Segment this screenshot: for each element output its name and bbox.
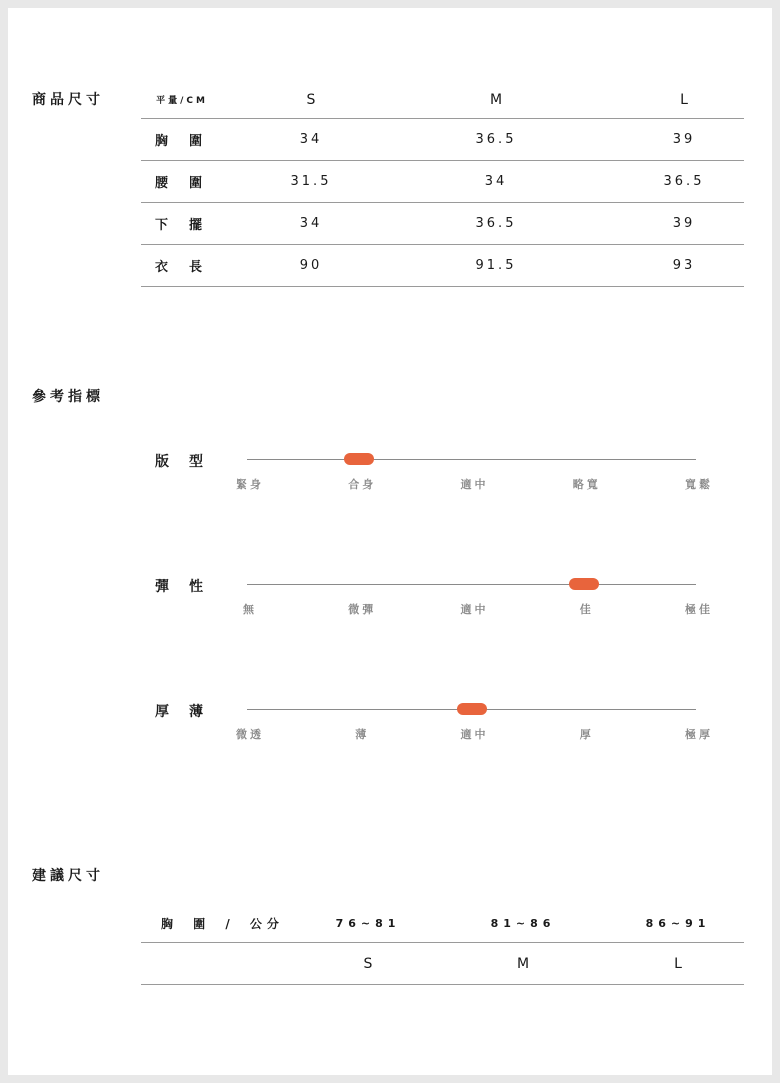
indicator-marker [569, 578, 599, 590]
tick-label: 極佳 [685, 603, 713, 616]
table-row [141, 161, 744, 203]
range-m: 81~86 [490, 916, 556, 930]
size-m: M [516, 955, 530, 972]
unit-label: 平量/CM [156, 96, 208, 106]
value-l: 93 [672, 258, 696, 273]
tick-label: 適中 [460, 478, 489, 491]
indicator-track [247, 709, 696, 710]
recommend-section-title: 建議尺寸 [32, 868, 104, 884]
size-table [141, 81, 744, 287]
indicator-thickness [8, 704, 772, 769]
indicator-ticks [243, 601, 713, 617]
row-label: 衣 長 [154, 260, 202, 275]
indicator-marker [344, 453, 374, 465]
table-row [141, 203, 744, 245]
range-s: 76~81 [335, 916, 401, 930]
tick-label: 微彈 [348, 603, 377, 616]
recommend-table [141, 904, 744, 985]
recommend-label: 胸 圍 / 公分 [161, 916, 284, 931]
value-m: 36.5 [475, 216, 517, 231]
tick-label: 略寬 [572, 478, 601, 491]
indicator-marker [457, 703, 487, 715]
tick-label: 無 [243, 603, 257, 616]
size-s: S [363, 955, 373, 972]
row-label: 胸 圍 [154, 134, 202, 149]
value-s: 90 [299, 258, 323, 273]
table-row [141, 119, 744, 161]
indicator-label: 版 型 [155, 454, 203, 470]
indicator-fit [8, 454, 772, 519]
recommend-size-row [141, 943, 744, 985]
tick-label: 適中 [460, 603, 489, 616]
row-label: 腰 圍 [154, 176, 202, 191]
value-l: 39 [672, 132, 696, 147]
indicator-elasticity [8, 579, 772, 644]
tick-label: 緊身 [236, 478, 264, 491]
reference-section-title: 參考指標 [32, 389, 104, 405]
indicator-ticks [236, 476, 713, 492]
column-header-m: M [489, 91, 503, 108]
size-chart-page [8, 8, 772, 1075]
value-m: 34 [484, 174, 508, 189]
value-m: 36.5 [475, 132, 517, 147]
indicator-track [247, 584, 696, 585]
indicator-label: 厚 薄 [155, 704, 203, 720]
tick-label: 薄 [355, 728, 370, 741]
tick-label: 極厚 [685, 728, 713, 741]
tick-label: 佳 [579, 603, 594, 616]
value-s: 34 [299, 216, 323, 231]
value-s: 34 [299, 132, 323, 147]
tick-label: 微透 [236, 728, 264, 741]
indicator-track [247, 459, 696, 460]
value-m: 91.5 [475, 258, 517, 273]
recommend-range-row [141, 904, 744, 943]
range-l: 86~91 [645, 916, 711, 930]
indicator-ticks [236, 726, 713, 742]
tick-label: 寬鬆 [685, 478, 713, 491]
indicator-label: 彈 性 [155, 579, 203, 595]
row-label: 下 擺 [154, 218, 202, 233]
size-section-title: 商品尺寸 [32, 92, 104, 108]
value-l: 36.5 [663, 174, 705, 189]
tick-label: 適中 [460, 728, 489, 741]
column-header-l: L [680, 91, 688, 108]
value-s: 31.5 [290, 174, 332, 189]
value-l: 39 [672, 216, 696, 231]
size-l: L [674, 955, 682, 972]
tick-label: 合身 [348, 478, 377, 491]
tick-label: 厚 [579, 728, 594, 741]
table-row [141, 245, 744, 287]
column-header-s: S [306, 91, 316, 108]
size-table-header [141, 81, 744, 119]
